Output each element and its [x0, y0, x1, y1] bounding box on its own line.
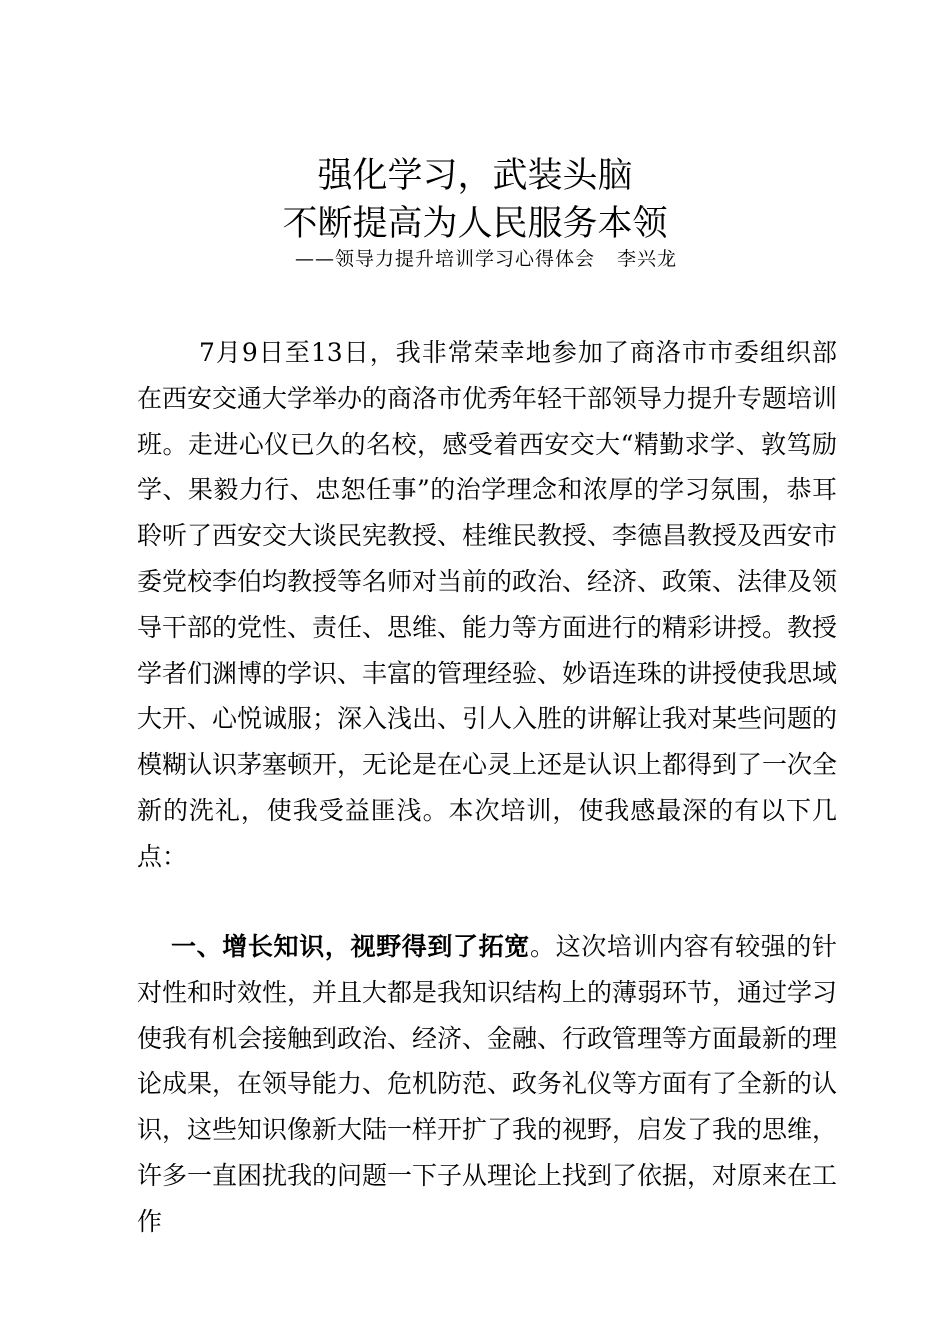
section-1-heading: 一、增长知识，视野得到了拓宽: [171, 932, 530, 961]
document-subtitle: [0, 245, 950, 273]
paragraph-intro: 7月9日至13日，我非常荣幸地参加了商洛市市委组织部在西安交通大学举办的商洛市优秀年轻干部领导力提升专题培训班。走进心仪已久的名校，感受着西安交大“精勤求学、敦笃励学、果毅力行、忠恕任事”的治学理念和浓厚的学习氛围，恭耳聆听了西安交大谈民宪教授、桂维民教授、李德昌教授及西安市委党校李伯均教授等名师对当前的政治、经济、政策、法律及领导干部的党性、责任、思维、能力等方面进行的精彩讲授。教授学者们渊博的学识、丰富的管理经验、妙语连珠的讲授使我思域大开、心悦诚服；深入浅出、引人入胜的讲解让我对某些问题的模糊认识茅塞顿开，无论是在心灵上还是认识上都得到了一次全新的洗礼，使我受益匪浅。本次培训，使我感最深的有以下几点：: [137, 338, 838, 871]
author-name: 李兴龙: [617, 248, 678, 270]
document-title-line-1: 强化学习，武装头脑: [317, 156, 633, 196]
subtitle-text: ——领导力提升培训学习心得体会: [294, 248, 595, 270]
paragraph-section-1: [137, 924, 837, 1245]
document-title-line-2: 不断提高为人民服务本领: [282, 204, 668, 244]
section-1-text: 。这次培训内容有较强的针对性和时效性，并且大都是我知识结构上的薄弱环节，通过学习使我有机会接触到政治、经济、金融、行政管理等方面最新的理论成果，在领导能力、危机防范、政务礼仪等方面有了全新的认识，这些知识像新大陆一样开扩了我的视野，启发了我的思维，许多一直困扰我的问题一下子从理论上找到了依据，对原来在工作: [137, 932, 838, 1236]
